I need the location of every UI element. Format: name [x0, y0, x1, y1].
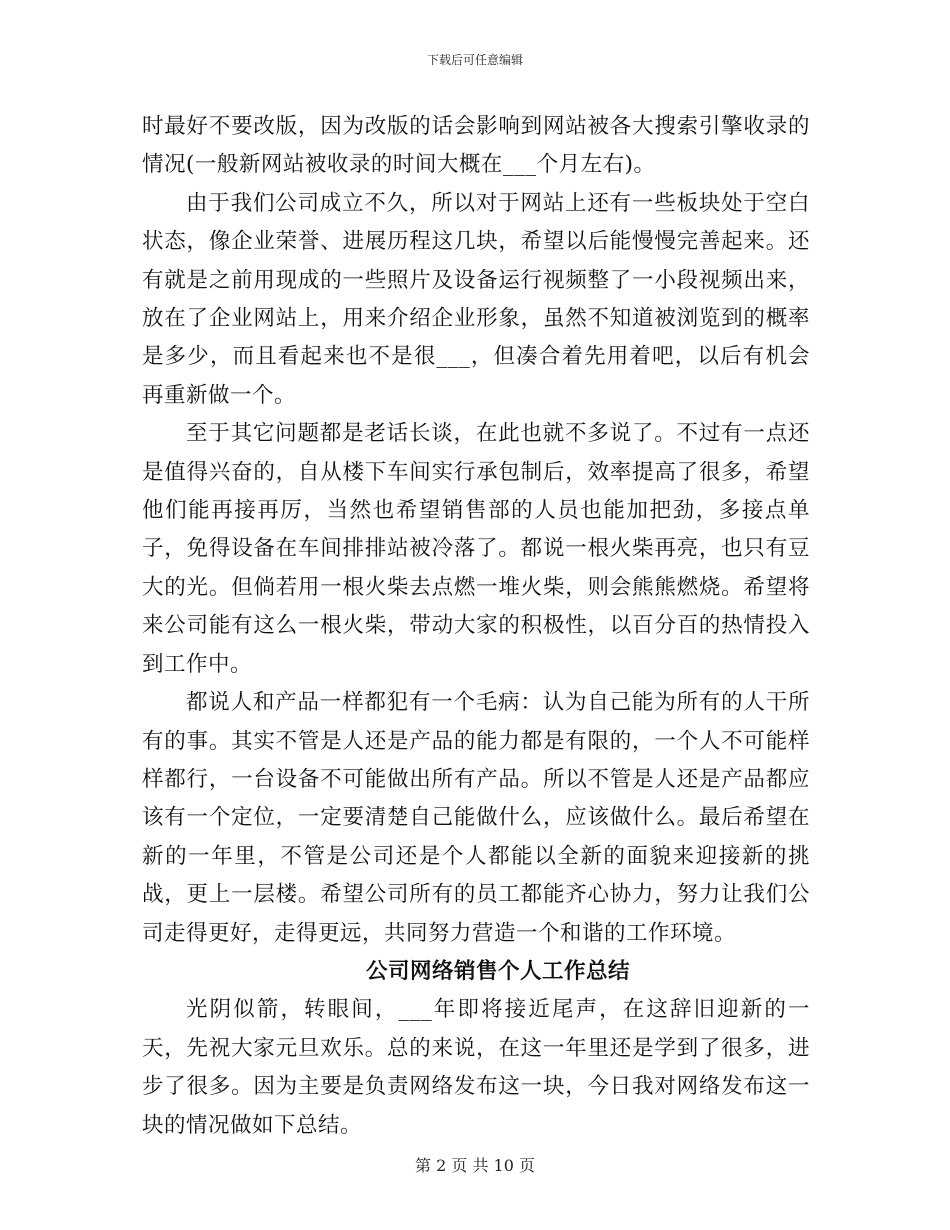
page-header: 下载后可任意编辑 [426, 53, 523, 67]
paragraph-summary-intro: 光阴似箭，转眼间，___年即将接近尾声，在这辞旧迎新的一天，先祝大家元旦欢乐。总的来说，在这一年里还是学到了很多，进步了很多。因为主要是负责网络发布这一块，今日我对网络发布这一块的情况做如下总结。 [142, 997, 810, 1138]
document-body [142, 108, 810, 1145]
section-title: 公司网络销售个人工作总结 [365, 958, 630, 984]
paragraph-continuation: 时最好不要改版，因为改版的话会影响到网站被各大搜索引擎收录的情况(一般新网站被收录的时间大概在___个月左右)。 [142, 114, 810, 178]
paragraph-positioning: 都说人和产品一样都犯有一个毛病：认为自己能为所有的人干所有的事。其实不管是人还是产品的能力都是有限的，一个人不可能样样都行，一台设备不可能做出所有产品。所以不管是人还是产品都应该有一个定位，一定要清楚自己能做什么，应该做什么。最后希望在新的一年里，不管是公司还是个人都能以全新的面貌来迎接新的挑战，更上一层楼。希望公司所有的员工都能齐心协力，努力让我们公司走得更好，走得更远，共同努力营造一个和谐的工作环境。 [142, 690, 810, 946]
paragraph-other-issues: 至于其它问题都是老话长谈，在此也就不多说了。不过有一点还是值得兴奋的，自从楼下车间实行承包制后，效率提高了很多，希望他们能再接再厉，当然也希望销售部的人员也能加把劲，多接点单子，免得设备在车间排排站被冷落了。都说一根火柴再亮，也只有豆大的光。但倘若用一根火柴去点燃一堆火柴，则会熊熊燃烧。希望将来公司能有这么一根火柴，带动大家的积极性，以百分百的热情投入到工作中。 [142, 421, 810, 677]
page-footer: 第 2 页 共 10 页 [415, 1156, 535, 1175]
paragraph-website-status: 由于我们公司成立不久，所以对于网站上还有一些板块处于空白状态，像企业荣誉、进展历程这几块，希望以后能慢慢完善起来。还有就是之前用现成的一些照片及设备运行视频整了一小段视频出来，放在了企业网站上，用来介绍企业形象，虽然不知道被浏览到的概率是多少，而且看起来也不是很___，但凑合着先用着吧，以后有机会再重新做一个。 [142, 190, 810, 408]
